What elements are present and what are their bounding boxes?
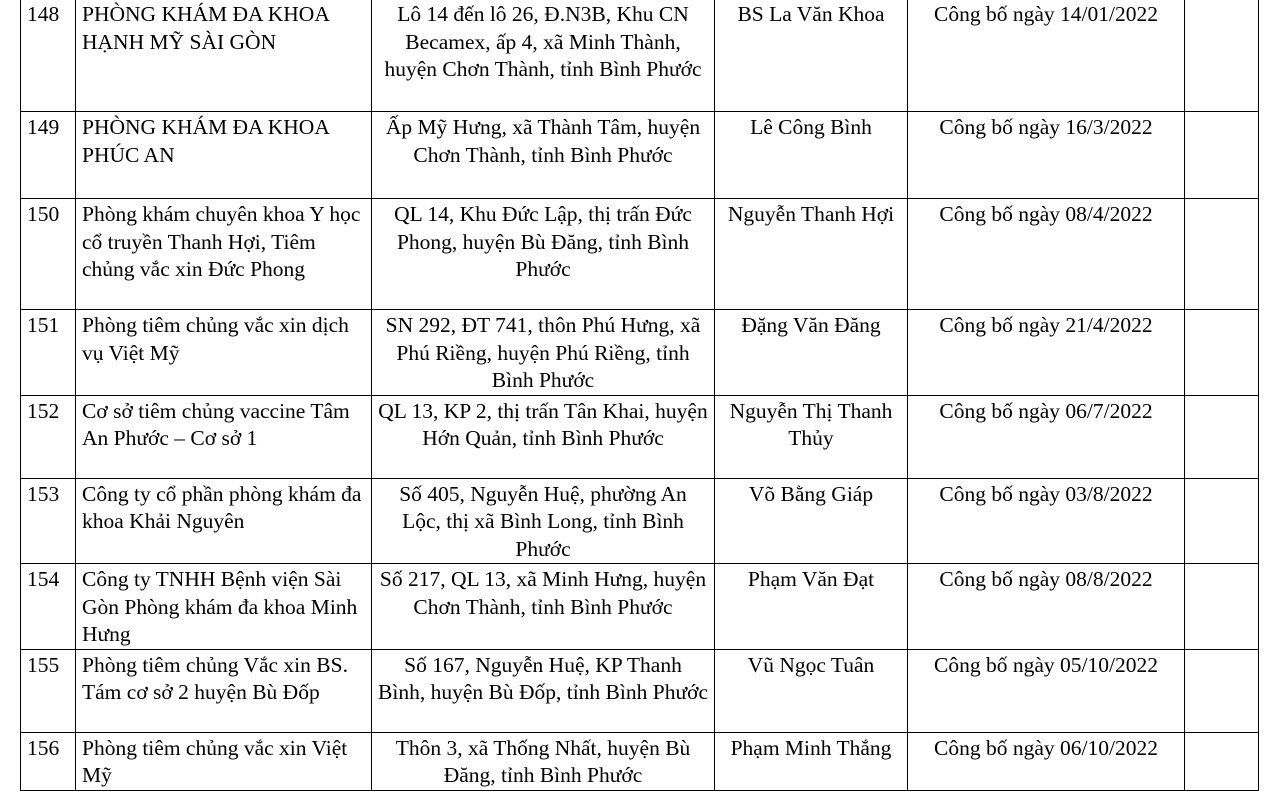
facility-address: QL 14, Khu Đức Lập, thị trấn Đức Phong, huyện Bù Đăng, tỉnh Bình Phước — [372, 199, 715, 310]
table-row — [21, 395, 1259, 478]
announcement-date: Công bố ngày 06/7/2022 — [908, 395, 1185, 478]
row-number: 150 — [21, 199, 76, 310]
announcement-date: Công bố ngày 14/01/2022 — [908, 0, 1185, 112]
table-row — [21, 199, 1259, 310]
person-in-charge: BS La Văn Khoa — [715, 0, 908, 112]
row-number: 153 — [21, 478, 76, 564]
person-in-charge: Nguyễn Thị Thanh Thủy — [715, 395, 908, 478]
table-row — [21, 564, 1259, 650]
person-in-charge: Vũ Ngọc Tuân — [715, 649, 908, 732]
row-number: 148 — [21, 0, 76, 112]
facility-address: SN 292, ĐT 741, thôn Phú Hưng, xã Phú Riềng, huyện Phú Riềng, tỉnh Bình Phước — [372, 310, 715, 396]
announcement-date: Công bố ngày 16/3/2022 — [908, 112, 1185, 199]
facility-name: Phòng tiêm chủng vắc xin Việt Mỹ — [76, 732, 372, 790]
facility-name: Cơ sở tiêm chủng vaccine Tâm An Phước – Cơ sở 1 — [76, 395, 372, 478]
row-number: 151 — [21, 310, 76, 396]
row-number: 155 — [21, 649, 76, 732]
note-cell — [1185, 564, 1259, 650]
person-in-charge: Phạm Văn Đạt — [715, 564, 908, 650]
table-row — [21, 310, 1259, 396]
person-in-charge: Nguyễn Thanh Hợi — [715, 199, 908, 310]
facility-address: Ấp Mỹ Hưng, xã Thành Tâm, huyện Chơn Thành, tỉnh Bình Phước — [372, 112, 715, 199]
facility-name: Công ty cổ phần phòng khám đa khoa Khải Nguyên — [76, 478, 372, 564]
announcement-date: Công bố ngày 21/4/2022 — [908, 310, 1185, 396]
facility-address: Số 405, Nguyễn Huệ, phường An Lộc, thị xã Bình Long, tỉnh Bình Phước — [372, 478, 715, 564]
facility-registry-table — [20, 0, 1259, 791]
announcement-date: Công bố ngày 08/4/2022 — [908, 199, 1185, 310]
announcement-date: Công bố ngày 06/10/2022 — [908, 732, 1185, 790]
table-row — [21, 112, 1259, 199]
facility-name: PHÒNG KHÁM ĐA KHOA PHÚC AN — [76, 112, 372, 199]
facility-address: Lô 14 đến lô 26, Đ.N3B, Khu CN Becamex, ấp 4, xã Minh Thành, huyện Chơn Thành, tỉnh Bình Phước — [372, 0, 715, 112]
announcement-date: Công bố ngày 03/8/2022 — [908, 478, 1185, 564]
row-number: 152 — [21, 395, 76, 478]
person-in-charge: Phạm Minh Thắng — [715, 732, 908, 790]
row-number: 154 — [21, 564, 76, 650]
note-cell — [1185, 310, 1259, 396]
person-in-charge: Võ Bằng Giáp — [715, 478, 908, 564]
note-cell — [1185, 732, 1259, 790]
row-number: 156 — [21, 732, 76, 790]
table-row — [21, 732, 1259, 790]
announcement-date: Công bố ngày 05/10/2022 — [908, 649, 1185, 732]
person-in-charge: Đặng Văn Đăng — [715, 310, 908, 396]
table-row — [21, 649, 1259, 732]
table-row — [21, 478, 1259, 564]
facility-name: Phòng khám chuyên khoa Y học cổ truyền Thanh Hợi, Tiêm chủng vắc xin Đức Phong — [76, 199, 372, 310]
table-row — [21, 0, 1259, 112]
person-in-charge: Lê Công Bình — [715, 112, 908, 199]
facility-name: PHÒNG KHÁM ĐA KHOA HẠNH MỸ SÀI GÒN — [76, 0, 372, 112]
facility-address: Thôn 3, xã Thống Nhất, huyện Bù Đăng, tỉnh Bình Phước — [372, 732, 715, 790]
row-number: 149 — [21, 112, 76, 199]
facility-address: QL 13, KP 2, thị trấn Tân Khai, huyện Hớn Quản, tỉnh Bình Phước — [372, 395, 715, 478]
note-cell — [1185, 112, 1259, 199]
facility-address: Số 217, QL 13, xã Minh Hưng, huyện Chơn Thành, tỉnh Bình Phước — [372, 564, 715, 650]
note-cell — [1185, 649, 1259, 732]
note-cell — [1185, 199, 1259, 310]
facility-name: Phòng tiêm chủng vắc xin dịch vụ Việt Mỹ — [76, 310, 372, 396]
note-cell — [1185, 0, 1259, 112]
announcement-date: Công bố ngày 08/8/2022 — [908, 564, 1185, 650]
note-cell — [1185, 395, 1259, 478]
facility-address: Số 167, Nguyễn Huệ, KP Thanh Bình, huyện Bù Đốp, tỉnh Bình Phước — [372, 649, 715, 732]
note-cell — [1185, 478, 1259, 564]
facility-name: Công ty TNHH Bệnh viện Sài Gòn Phòng khám đa khoa Minh Hưng — [76, 564, 372, 650]
facility-name: Phòng tiêm chủng Vắc xin BS. Tám cơ sở 2 huyện Bù Đốp — [76, 649, 372, 732]
